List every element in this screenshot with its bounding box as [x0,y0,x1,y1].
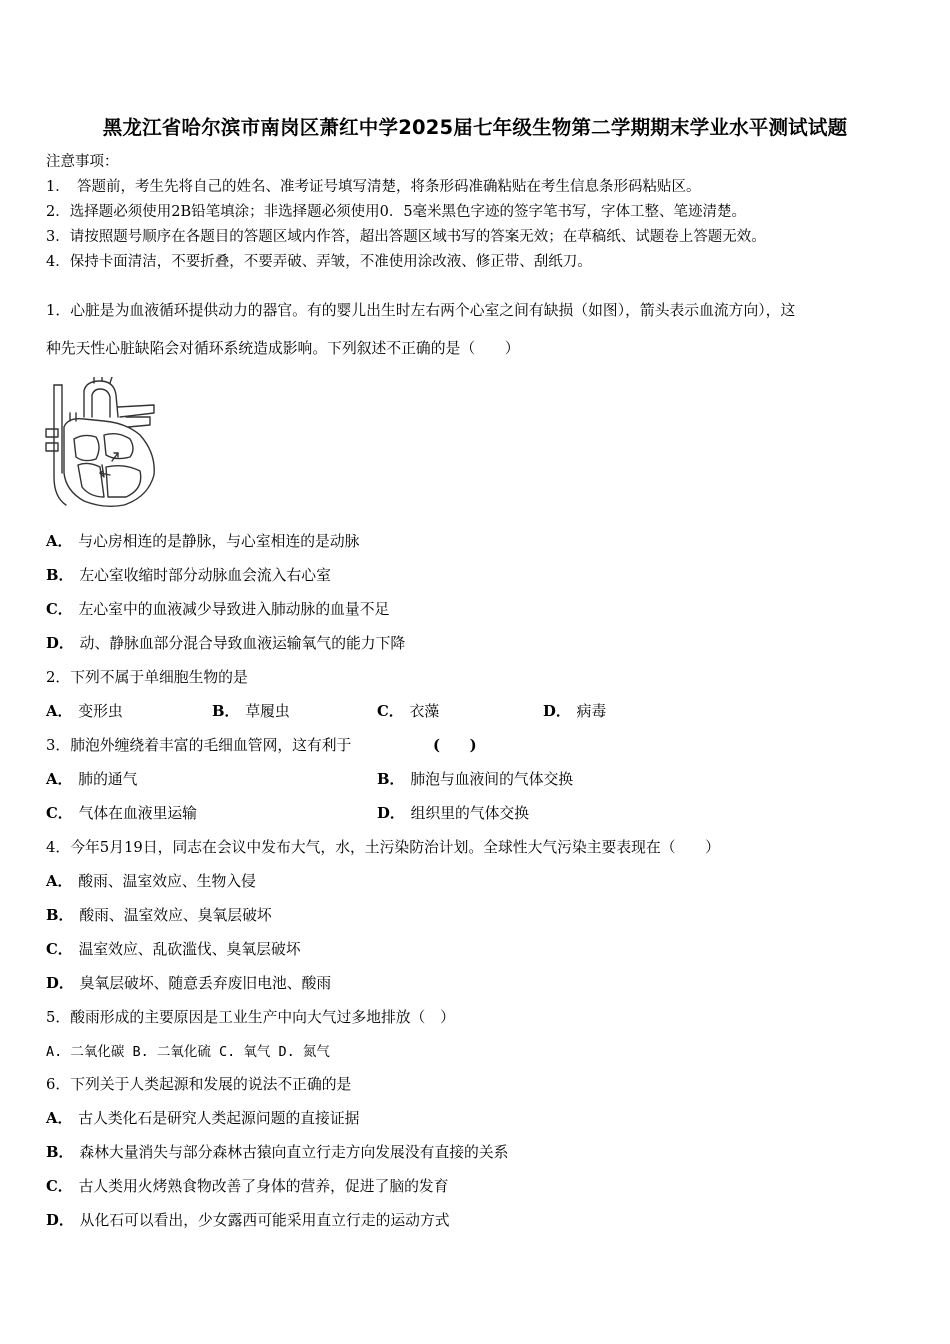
option-d[interactable] [46,1211,450,1231]
option-label: D． [46,975,74,992]
option-label: C． [46,941,73,958]
option-text: 病毒 [576,703,607,720]
option-c[interactable] [377,702,439,722]
option-label: D． [543,703,571,720]
options-line[interactable]: A. 二氧化碳 B. 二氧化硫 C. 氧气 D. 氮气 [46,1044,330,1060]
option-text: 从化石可以看出，少女露西可能采用直立行走的运动方式 [79,1212,450,1229]
note-item: 2．选择题必须使用2B铅笔填涂；非选择题必须使用0．5毫米黑色字迹的签字笔书写，字体工整、笔迹清楚。 [46,204,747,220]
option-d[interactable] [46,974,331,994]
option-label: D． [377,805,405,822]
option-label: B． [46,567,74,584]
option-text: 左心室中的血液减少导致进入肺动脉的血量不足 [78,601,390,618]
option-a[interactable] [46,532,359,552]
page-title: 黑龙江省哈尔滨市南岗区萧红中学2025届七年级生物第二学期期末学业水平测试试题 [102,116,848,139]
option-text: 气体在血液里运输 [78,805,197,822]
option-b[interactable] [212,702,290,722]
option-text: 与心房相连的是静脉，与心室相连的是动脉 [78,533,360,550]
option-label: A． [46,533,73,550]
option-text: 肺泡与血液间的气体交换 [410,771,574,788]
option-text: 酸雨、温室效应、臭氧层破坏 [79,907,272,924]
question-stem: 种先天性心脏缺陷会对循环系统造成影响。下列叙述不正确的是（ ） [46,340,520,357]
option-b[interactable] [377,770,573,790]
option-label: D． [46,635,74,652]
option-text: 变形虫 [78,703,123,720]
option-text: 动、静脉血部分混合导致血液运输氧气的能力下降 [79,635,406,652]
option-text: 古人类用火烤熟食物改善了身体的营养，促进了脑的发育 [78,1178,449,1195]
option-a[interactable] [46,872,256,892]
question-stem: 6．下列关于人类起源和发展的说法不正确的是 [46,1076,352,1093]
option-label: C． [46,1178,73,1195]
option-b[interactable] [46,1143,508,1163]
option-label: A． [46,1110,73,1127]
heart-diagram [44,377,166,511]
option-text: 臭氧层破坏、随意丢弃废旧电池、酸雨 [79,975,332,992]
option-d[interactable] [46,634,405,654]
note-item: 1． 答题前，考生先将自己的姓名、准考证号填写清楚，将条形码准确粘贴在考生信息条形码粘贴区。 [46,179,701,195]
option-c[interactable] [46,804,197,824]
option-d[interactable] [543,702,606,722]
option-text: 温室效应、乱砍滥伐、臭氧层破坏 [78,941,301,958]
option-text: 草履虫 [245,703,290,720]
option-text: 森林大量消失与部分森林古猿向直立行走方向发展没有直接的关系 [79,1144,509,1161]
option-text: 左心室收缩时部分动脉血会流入右心室 [79,567,331,584]
option-label: B． [377,771,405,788]
option-a[interactable] [46,702,123,722]
option-a[interactable] [46,1109,359,1129]
option-d[interactable] [377,804,529,824]
notes-heading: 注意事项： [46,154,119,170]
question-stem: 3．肺泡外缠绕着丰富的毛细血管网，这有利于 [46,737,352,754]
option-label: B． [212,703,240,720]
option-text: 衣藻 [409,703,440,720]
option-label: B． [46,907,74,924]
option-text: 肺的通气 [78,771,138,788]
option-label: C． [46,805,73,822]
option-label: D． [46,1212,74,1229]
option-b[interactable] [46,566,331,586]
option-label: A． [46,771,73,788]
option-text: 组织里的气体交换 [410,805,530,822]
question-stem: 2．下列不属于单细胞生物的是 [46,669,248,686]
option-c[interactable] [46,1177,449,1197]
option-text: 酸雨、温室效应、生物入侵 [78,873,256,890]
question-stem: 4．今年5月19日，同志在会议中发布大气，水，土污染防治计划。全球性大气污染主要表现在（ ） [46,839,720,856]
option-a[interactable] [46,770,137,790]
option-label: C． [46,601,73,618]
option-label: B． [46,1144,74,1161]
question-stem: 5．酸雨形成的主要原因是工业生产中向大气过多地排放（ ） [46,1009,455,1026]
option-c[interactable] [46,600,389,620]
note-item: 4．保持卡面清洁，不要折叠，不要弄破、弄皱，不准使用涂改液、修正带、刮纸刀。 [46,254,592,270]
option-label: C． [377,703,404,720]
option-b[interactable] [46,906,272,926]
question-stem: 1．心脏是为血液循环提供动力的器官。有的婴儿出生时左右两个心室之间有缺损（如图），箭头表示血流方向），这 [46,302,796,319]
option-label: A． [46,703,73,720]
answer-bracket: ( ) [433,737,477,754]
option-c[interactable] [46,940,301,960]
option-text: 古人类化石是研究人类起源问题的直接证据 [78,1110,360,1127]
option-label: A． [46,873,73,890]
note-item: 3．请按照题号顺序在各题目的答题区域内作答，超出答题区域书写的答案无效；在草稿纸、试题卷上答题无效。 [46,229,766,245]
